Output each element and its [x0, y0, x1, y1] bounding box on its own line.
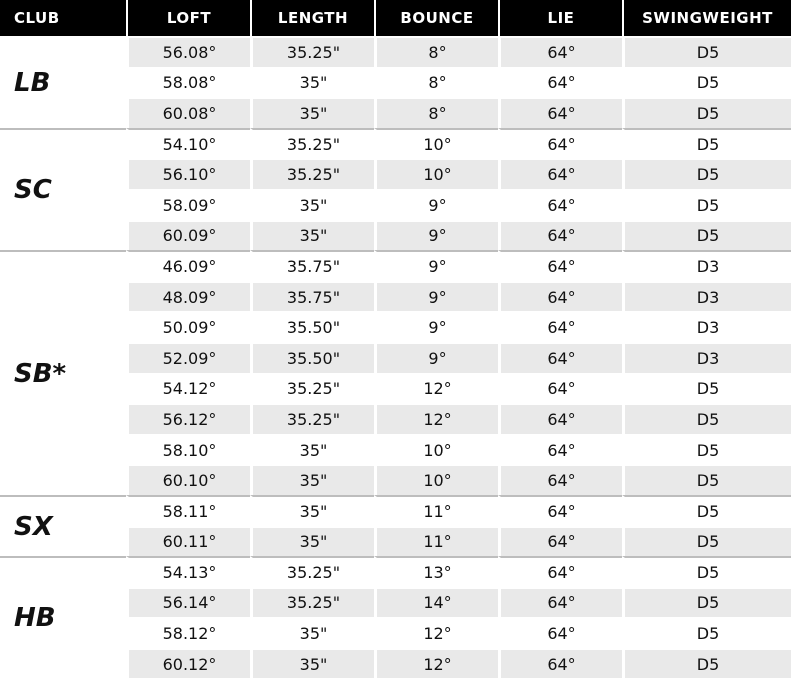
loft-cell: 56.10°: [126, 158, 250, 189]
loft-cell: 54.12°: [126, 373, 250, 404]
header-lie: LIE: [498, 0, 622, 36]
length-cell: 35": [250, 526, 374, 557]
bounce-cell: 9°: [374, 281, 498, 312]
lie-cell: 64°: [498, 587, 622, 618]
loft-cell: 56.12°: [126, 403, 250, 434]
club-name: SC: [0, 128, 126, 250]
lie-cell: 64°: [498, 250, 622, 281]
swingweight-cell: D3: [622, 281, 791, 312]
swingweight-cell: D5: [622, 495, 791, 526]
club-name: SB*: [0, 250, 126, 495]
lie-cell: 64°: [498, 67, 622, 98]
header-bounce: BOUNCE: [374, 0, 498, 36]
loft-cell: 52.09°: [126, 342, 250, 373]
length-cell: 35.50": [250, 342, 374, 373]
swingweight-cell: D5: [622, 617, 791, 648]
swingweight-cell: D5: [622, 373, 791, 404]
length-cell: 35": [250, 189, 374, 220]
lie-cell: 64°: [498, 434, 622, 465]
bounce-cell: 10°: [374, 158, 498, 189]
lie-cell: 64°: [498, 281, 622, 312]
length-cell: 35": [250, 97, 374, 128]
bounce-cell: 8°: [374, 67, 498, 98]
length-cell: 35.25": [250, 556, 374, 587]
bounce-cell: 11°: [374, 526, 498, 557]
bounce-cell: 9°: [374, 189, 498, 220]
loft-cell: 60.11°: [126, 526, 250, 557]
length-cell: 35.25": [250, 403, 374, 434]
lie-cell: 64°: [498, 97, 622, 128]
lie-cell: 64°: [498, 373, 622, 404]
lie-cell: 64°: [498, 311, 622, 342]
length-cell: 35.75": [250, 250, 374, 281]
loft-cell: 58.09°: [126, 189, 250, 220]
swingweight-cell: D5: [622, 648, 791, 678]
bounce-cell: 10°: [374, 128, 498, 159]
table-row: [0, 36, 791, 67]
swingweight-cell: D5: [622, 434, 791, 465]
lie-cell: 64°: [498, 648, 622, 678]
length-cell: 35.25": [250, 373, 374, 404]
swingweight-cell: D5: [622, 36, 791, 67]
length-cell: 35.25": [250, 36, 374, 67]
lie-cell: 64°: [498, 464, 622, 495]
length-cell: 35": [250, 495, 374, 526]
lie-cell: 64°: [498, 220, 622, 251]
bounce-cell: 8°: [374, 97, 498, 128]
length-cell: 35.75": [250, 281, 374, 312]
loft-cell: 58.11°: [126, 495, 250, 526]
swingweight-cell: D5: [622, 67, 791, 98]
table-body: [0, 36, 791, 678]
header-length: LENGTH: [250, 0, 374, 36]
bounce-cell: 9°: [374, 311, 498, 342]
bounce-cell: 12°: [374, 648, 498, 678]
table-row: [0, 495, 791, 526]
loft-cell: 60.08°: [126, 97, 250, 128]
bounce-cell: 12°: [374, 617, 498, 648]
length-cell: 35": [250, 434, 374, 465]
loft-cell: 58.10°: [126, 434, 250, 465]
loft-cell: 46.09°: [126, 250, 250, 281]
swingweight-cell: D5: [622, 189, 791, 220]
length-cell: 35": [250, 67, 374, 98]
lie-cell: 64°: [498, 128, 622, 159]
lie-cell: 64°: [498, 158, 622, 189]
loft-cell: 56.08°: [126, 36, 250, 67]
swingweight-cell: D5: [622, 220, 791, 251]
lie-cell: 64°: [498, 189, 622, 220]
swingweight-cell: D3: [622, 250, 791, 281]
table-row: [0, 128, 791, 159]
header-club: CLUB: [0, 0, 126, 36]
length-cell: 35": [250, 464, 374, 495]
header-swingweight: SWINGWEIGHT: [622, 0, 791, 36]
loft-cell: 60.12°: [126, 648, 250, 678]
header-row: [0, 0, 791, 36]
loft-cell: 48.09°: [126, 281, 250, 312]
loft-cell: 58.08°: [126, 67, 250, 98]
swingweight-cell: D5: [622, 158, 791, 189]
swingweight-cell: D3: [622, 311, 791, 342]
table-row: [0, 556, 791, 587]
bounce-cell: 14°: [374, 587, 498, 618]
bounce-cell: 12°: [374, 373, 498, 404]
swingweight-cell: D5: [622, 97, 791, 128]
loft-cell: 54.13°: [126, 556, 250, 587]
header-loft: LOFT: [126, 0, 250, 36]
length-cell: 35.25": [250, 587, 374, 618]
club-name: LB: [0, 36, 126, 128]
swingweight-cell: D3: [622, 342, 791, 373]
loft-cell: 60.09°: [126, 220, 250, 251]
lie-cell: 64°: [498, 617, 622, 648]
bounce-cell: 9°: [374, 342, 498, 373]
length-cell: 35": [250, 648, 374, 678]
loft-cell: 58.12°: [126, 617, 250, 648]
loft-cell: 60.10°: [126, 464, 250, 495]
length-cell: 35.25": [250, 158, 374, 189]
swingweight-cell: D5: [622, 587, 791, 618]
loft-cell: 56.14°: [126, 587, 250, 618]
lie-cell: 64°: [498, 556, 622, 587]
length-cell: 35": [250, 220, 374, 251]
bounce-cell: 13°: [374, 556, 498, 587]
table-row: [0, 250, 791, 281]
loft-cell: 50.09°: [126, 311, 250, 342]
swingweight-cell: D5: [622, 556, 791, 587]
swingweight-cell: D5: [622, 526, 791, 557]
lie-cell: 64°: [498, 36, 622, 67]
swingweight-cell: D5: [622, 403, 791, 434]
length-cell: 35": [250, 617, 374, 648]
bounce-cell: 8°: [374, 36, 498, 67]
swingweight-cell: D5: [622, 464, 791, 495]
bounce-cell: 10°: [374, 464, 498, 495]
loft-cell: 54.10°: [126, 128, 250, 159]
length-cell: 35.50": [250, 311, 374, 342]
club-name: SX: [0, 495, 126, 556]
lie-cell: 64°: [498, 342, 622, 373]
bounce-cell: 12°: [374, 403, 498, 434]
bounce-cell: 9°: [374, 220, 498, 251]
bounce-cell: 9°: [374, 250, 498, 281]
lie-cell: 64°: [498, 403, 622, 434]
length-cell: 35.25": [250, 128, 374, 159]
lie-cell: 64°: [498, 495, 622, 526]
lie-cell: 64°: [498, 526, 622, 557]
bounce-cell: 11°: [374, 495, 498, 526]
swingweight-cell: D5: [622, 128, 791, 159]
club-name: HB: [0, 556, 126, 678]
bounce-cell: 10°: [374, 434, 498, 465]
